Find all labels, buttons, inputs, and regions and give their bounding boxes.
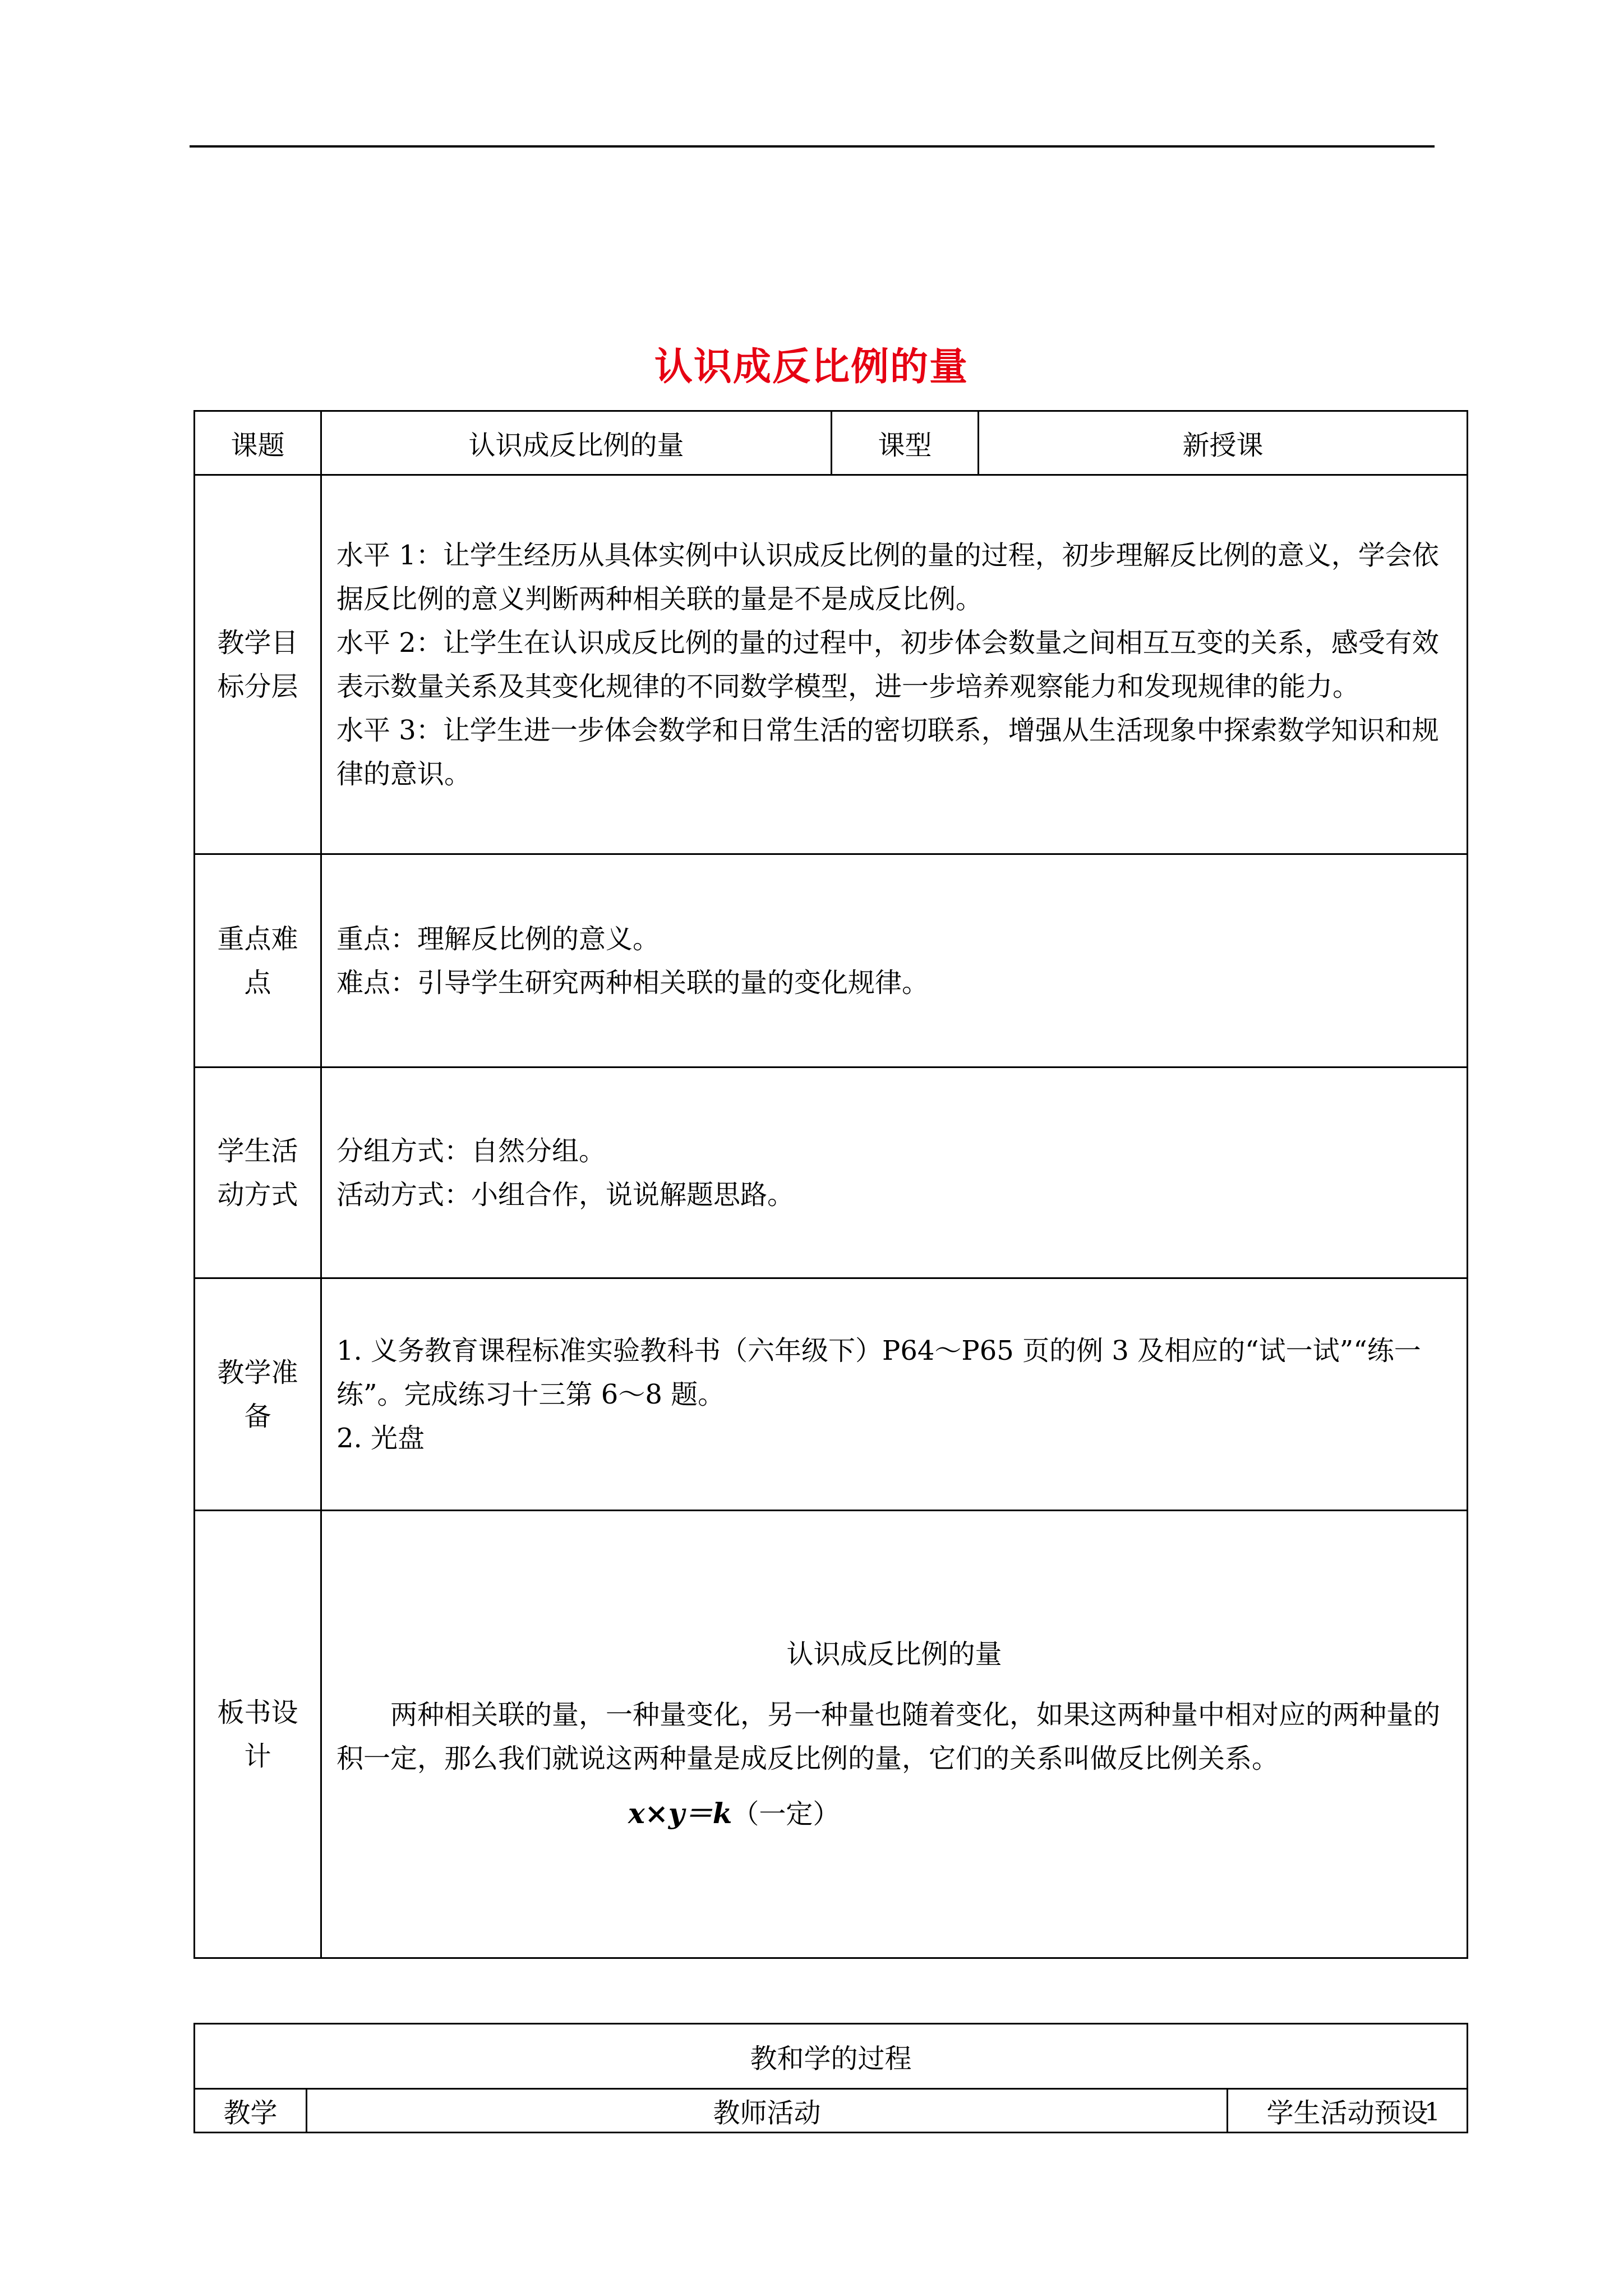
header-rule	[190, 145, 1435, 148]
process-title-row	[195, 2024, 1468, 2089]
goal-level-1: 水平 1：让学生经历从具体实例中认识成反比例的量的过程，初步理解反比例的意义，学会依据反比例的意义判断两种相关联的量是不是成反比例。	[336, 539, 1439, 615]
board-formula	[336, 1792, 1452, 1836]
document-title: 认识成反比例的量	[654, 345, 969, 389]
preparation-label	[195, 1278, 321, 1511]
key-point: 重点：理解反比例的意义。	[336, 923, 660, 955]
lesson-info-table	[193, 410, 1468, 1959]
board-design-label-line1: 板书设	[217, 1696, 298, 1728]
activity-label-line1: 学生活	[217, 1135, 298, 1167]
formula-expression: x×y＝k	[628, 1797, 732, 1830]
preparation-label-line1: 教学准	[217, 1356, 298, 1388]
goals-label-line2: 标分层	[217, 670, 298, 702]
process-col-teacher-activity: 教师活动	[307, 2089, 1228, 2133]
grouping-method: 分组方式：自然分组。	[336, 1135, 606, 1167]
activity-method: 活动方式：小组合作，说说解题思路。	[336, 1179, 795, 1211]
process-col-teaching: 教学	[195, 2089, 307, 2133]
activity-row	[195, 1068, 1468, 1278]
goals-content	[321, 475, 1468, 854]
board-design-row	[195, 1511, 1468, 1958]
process-col-student-activity: 学生活动预设	[1228, 2089, 1468, 2133]
preparation-label-line2: 备	[244, 1400, 271, 1432]
process-title: 教和学的过程	[195, 2024, 1468, 2089]
goal-level-2: 水平 2：让学生在认识成反比例的量的过程中，初步体会数量之间相互互变的关系，感受有效表示数量关系及其变化规律的不同数学模型，进一步培养观察能力和发现规律的能力。	[336, 627, 1439, 702]
activity-label-line2: 动方式	[217, 1179, 298, 1211]
goals-label	[195, 475, 321, 854]
type-value: 新授课	[979, 411, 1468, 475]
preparation-row	[195, 1278, 1468, 1511]
activity-label	[195, 1068, 321, 1278]
goals-label-line1: 教学目	[217, 627, 298, 659]
key-points-content	[321, 854, 1468, 1068]
process-table	[193, 2023, 1468, 2133]
key-points-label	[195, 854, 321, 1068]
activity-content	[321, 1068, 1468, 1278]
topic-value: 认识成反比例的量	[321, 411, 832, 475]
process-header-row	[195, 2089, 1468, 2133]
topic-label: 课题	[195, 411, 321, 475]
board-design-content	[321, 1511, 1468, 1958]
goal-level-3: 水平 3：让学生进一步体会数学和日常生活的密切联系，增强从生活现象中探索数学知识和规律的意识。	[336, 714, 1439, 790]
preparation-content	[321, 1278, 1468, 1511]
goals-row	[195, 475, 1468, 854]
key-points-label-line2: 点	[244, 967, 271, 999]
board-design-label	[195, 1511, 321, 1958]
type-label: 课型	[832, 411, 979, 475]
preparation-item-2: 2. 光盘	[336, 1422, 425, 1454]
board-definition: 两种相关联的量，一种量变化，另一种量也随着变化，如果这两种量中相对应的两种量的积一定，那么我们就说这两种量是成反比例的量，它们的关系叫做反比例关系。	[336, 1699, 1441, 1774]
formula-note: （一定）	[732, 1798, 840, 1830]
page-number: 1	[1424, 2098, 1440, 2127]
board-design-label-line2: 计	[244, 1740, 271, 1772]
topic-row	[195, 411, 1468, 475]
key-points-row	[195, 854, 1468, 1068]
difficult-point: 难点：引导学生研究两种相关联的量的变化规律。	[336, 967, 929, 999]
key-points-label-line1: 重点难	[217, 923, 298, 955]
preparation-item-1: 1. 义务教育课程标准实验教科书（六年级下）P64～P65 页的例 3 及相应的“试一试”“练一练”。完成练习十三第 6～8 题。	[336, 1335, 1421, 1410]
board-heading: 认识成反比例的量	[786, 1639, 1002, 1670]
